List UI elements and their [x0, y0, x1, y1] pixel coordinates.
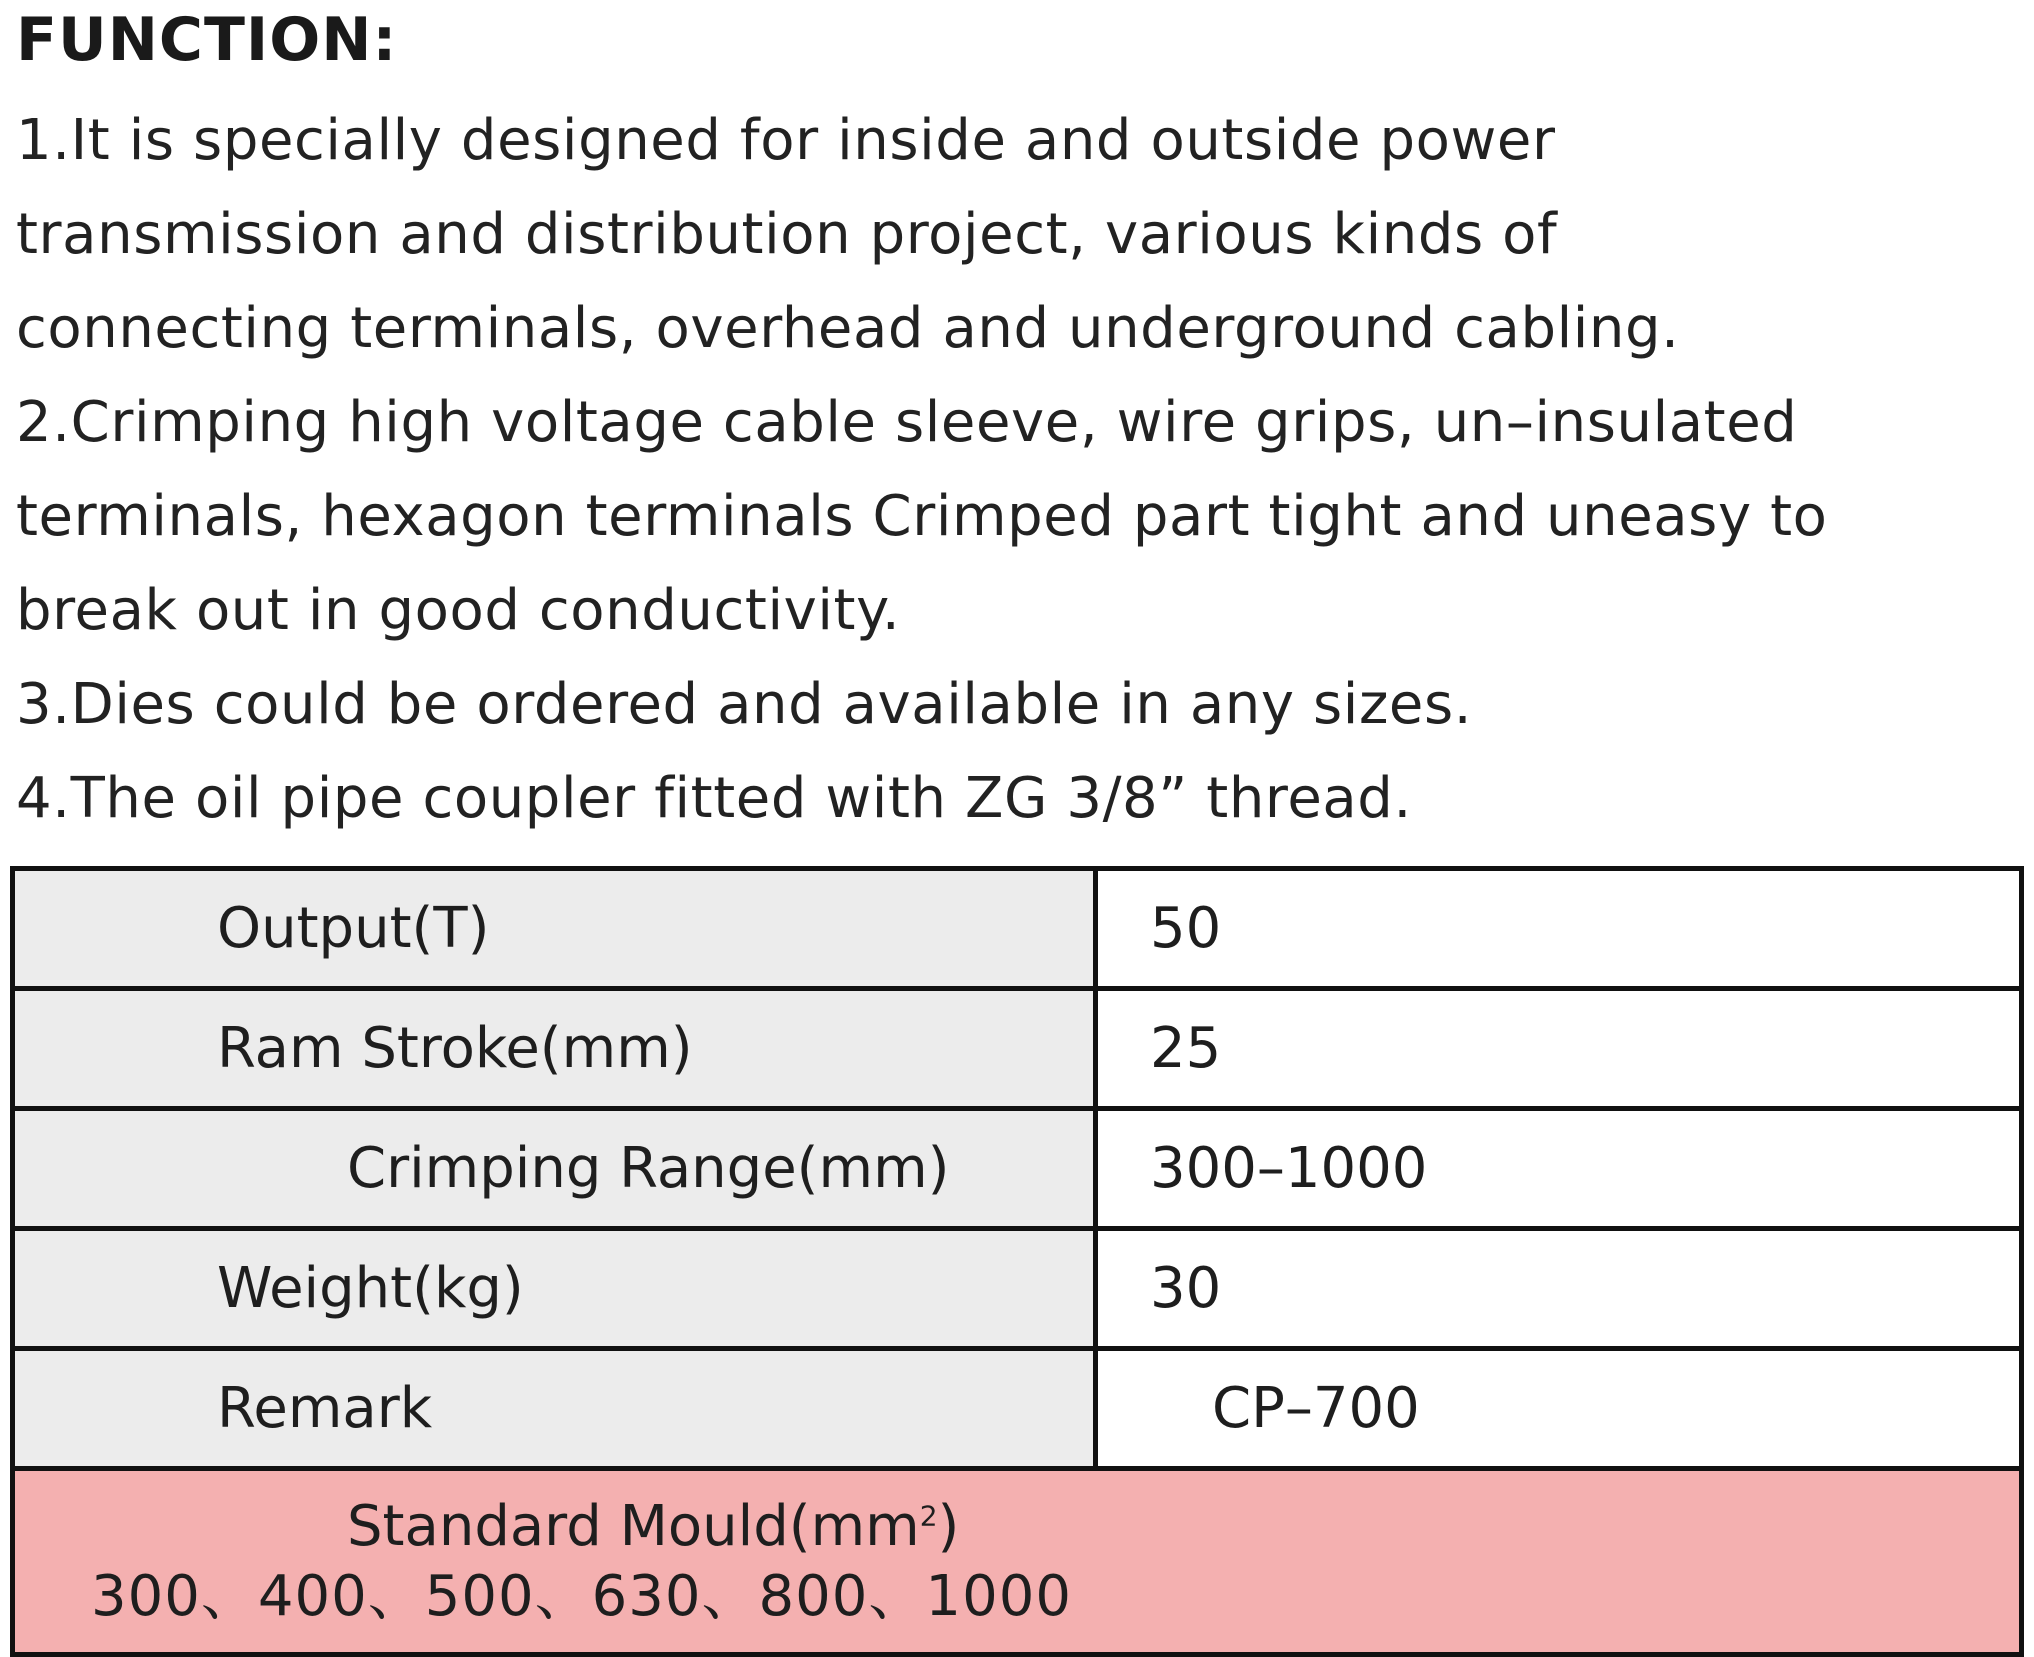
spec-label-cell	[13, 1109, 1096, 1229]
spec-label-remark: Remark	[217, 1375, 433, 1441]
function-line: 3.Dies could be ordered and available in any sizes.	[16, 672, 1473, 737]
function-line: break out in good conductivity.	[16, 578, 901, 643]
function-line: transmission and distribution project, various kinds of	[16, 202, 1558, 267]
table-row	[13, 1349, 2022, 1469]
table-row	[13, 869, 2022, 989]
function-line: terminals, hexagon terminals Crimped part tight and uneasy to	[16, 484, 1828, 549]
spec-value-cell	[1096, 1109, 2022, 1229]
mould-title-close: )	[937, 1493, 960, 1559]
spec-value-remark: CP–700	[1212, 1375, 1420, 1441]
table-row	[13, 1229, 2022, 1349]
spec-label-cell	[13, 869, 1096, 989]
spec-value-cell	[1096, 869, 2022, 989]
spec-label-output: Output(T)	[217, 895, 490, 961]
table-row	[13, 989, 2022, 1109]
mould-row	[13, 1469, 2022, 1655]
function-list	[16, 94, 1828, 846]
function-line: 4.The oil pipe coupler fitted with ZG 3/8” thread.	[16, 766, 1412, 831]
spec-value-cell	[1096, 989, 2022, 1109]
spec-value-ram-stroke: 25	[1150, 1015, 1222, 1081]
spec-value-weight: 30	[1150, 1255, 1222, 1321]
spec-label-crimping-range: Crimping Range(mm)	[347, 1135, 950, 1201]
spec-value-cell	[1096, 1229, 2022, 1349]
spec-label-ram-stroke: Ram Stroke(mm)	[217, 1015, 693, 1081]
spec-table	[10, 866, 2024, 1657]
mould-title-text: Standard Mould(mm	[347, 1493, 920, 1559]
mould-title	[15, 1492, 2019, 1562]
function-line: connecting terminals, overhead and underground cabling.	[16, 296, 1680, 361]
mould-cell	[13, 1469, 2022, 1655]
spec-value-cell	[1096, 1349, 2022, 1469]
table-row	[13, 1109, 2022, 1229]
spec-value-crimping-range: 300–1000	[1150, 1135, 1428, 1201]
function-line: 1.It is specially designed for inside and outside power	[16, 108, 1556, 173]
spec-label-weight: Weight(kg)	[217, 1255, 524, 1321]
spec-label-cell	[13, 989, 1096, 1109]
page-title: FUNCTION:	[16, 5, 398, 75]
mould-title-superscript: 2	[919, 1498, 938, 1532]
spec-value-output: 50	[1150, 895, 1222, 961]
mould-sizes: 300、400、500、630、800、1000	[91, 1563, 1072, 1629]
spec-label-cell	[13, 1229, 1096, 1349]
function-line: 2.Crimping high voltage cable sleeve, wire grips, un–insulated	[16, 390, 1798, 455]
spec-label-cell	[13, 1349, 1096, 1469]
